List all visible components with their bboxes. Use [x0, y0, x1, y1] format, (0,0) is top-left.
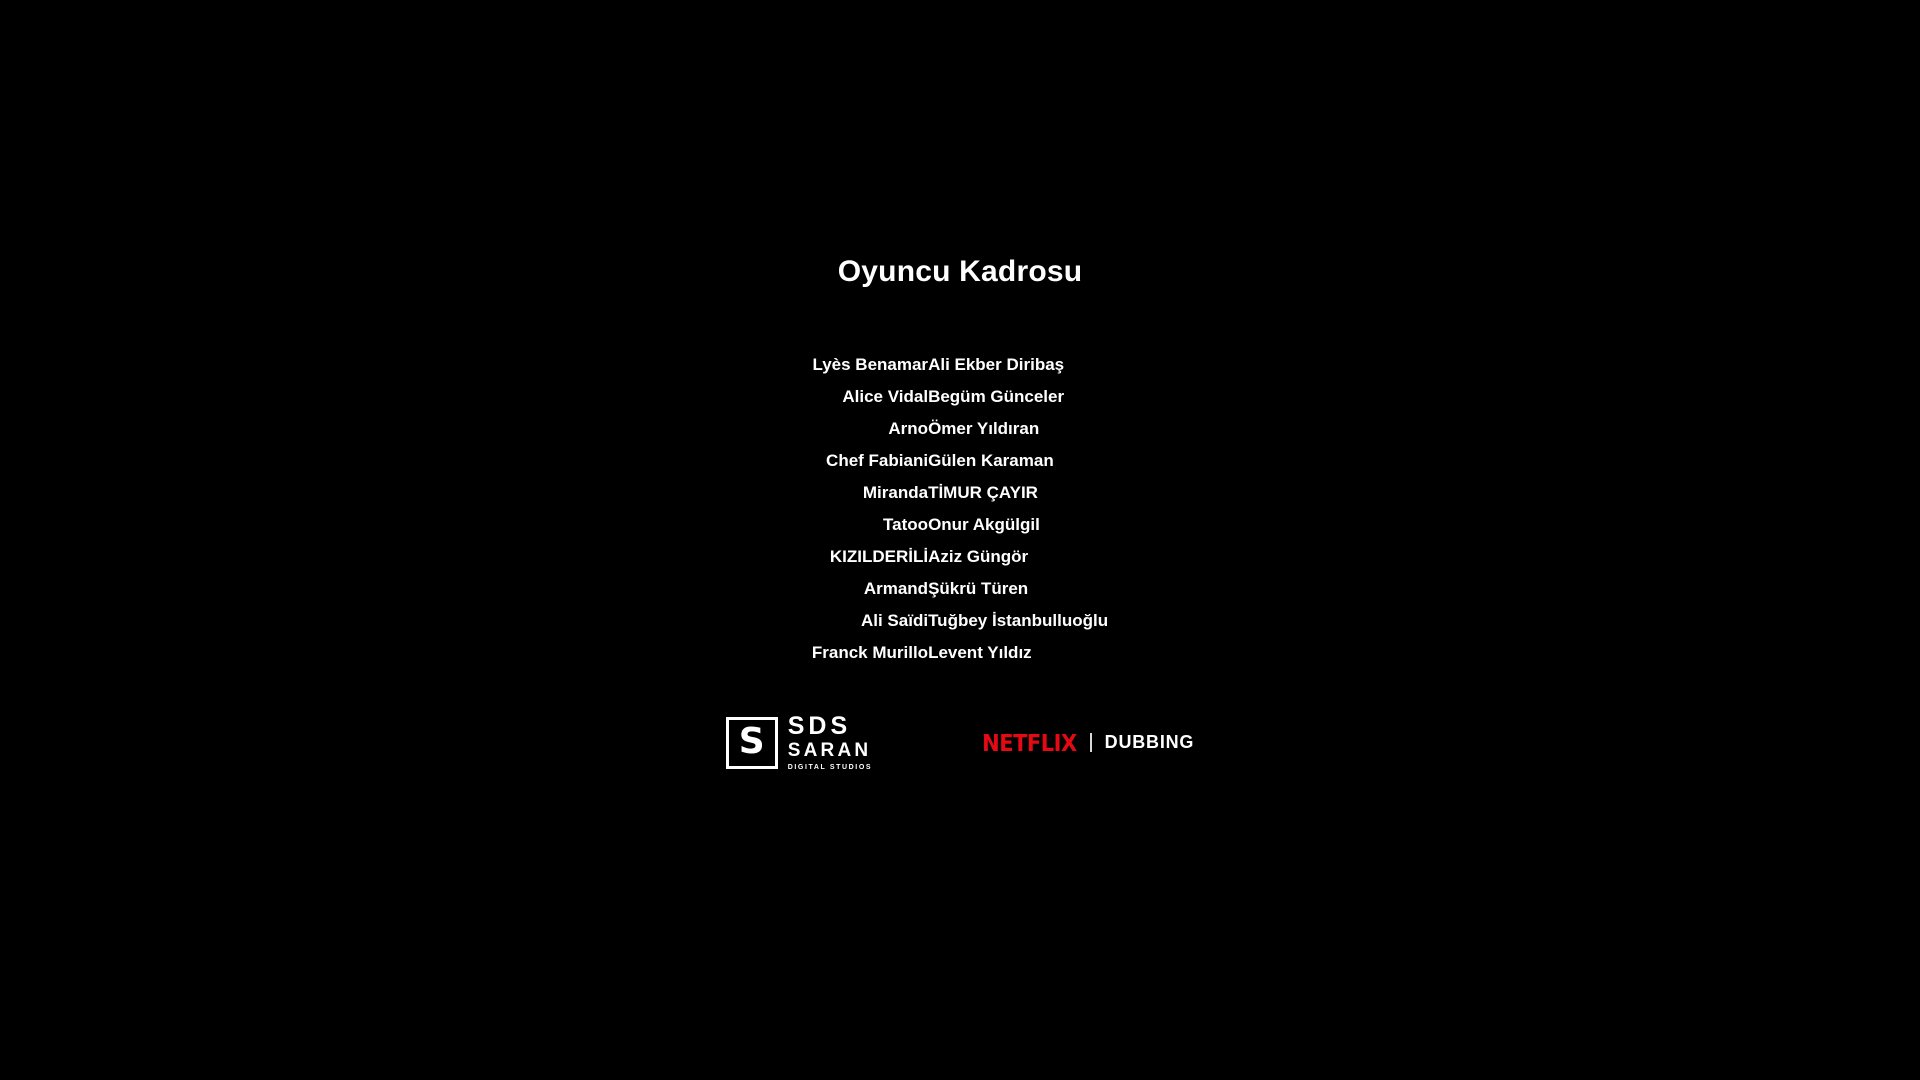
list-item	[812, 573, 1108, 605]
cast-role: Arno	[888, 419, 929, 438]
list-item	[812, 637, 1108, 669]
cast-actor: TİMUR ÇAYIR	[928, 483, 1038, 502]
cast-actor: Şükrü Türen	[928, 579, 1029, 598]
netflix-wordmark: NETFLIX	[982, 729, 1077, 756]
sds-monogram-letter: S	[738, 720, 765, 762]
cast-actor: Aziz Güngör	[928, 547, 1029, 566]
sds-line-1: SDS	[787, 712, 852, 740]
cast-actor: Levent Yıldız	[928, 643, 1032, 662]
sds-wordmark	[788, 714, 872, 771]
sds-saran-logo	[726, 714, 872, 771]
cast-role: Lyès Benamar	[812, 355, 929, 374]
cast-actor: Onur Akgülgil	[928, 515, 1040, 534]
cast-actor: Ali Ekber Diribaş	[928, 355, 1065, 374]
cast-role: Tatoo	[883, 515, 929, 534]
cast-role: Chef Fabiani	[826, 451, 929, 470]
cast-actor: Begüm Günceler	[928, 387, 1065, 406]
cast-actor: Ömer Yıldıran	[928, 419, 1040, 438]
cast-role: Franck Murillo	[811, 643, 929, 662]
divider	[1090, 733, 1092, 752]
list-item	[812, 477, 1108, 509]
list-item	[812, 413, 1108, 445]
page-title: Oyuncu Kadrosu	[837, 255, 1083, 288]
credits-content	[510, 0, 1410, 771]
cast-role: Miranda	[862, 483, 929, 502]
cast-actor: Tuğbey İstanbulluoğlu	[928, 611, 1109, 630]
cast-actor: Gülen Karaman	[928, 451, 1054, 470]
list-item	[812, 509, 1108, 541]
list-item	[812, 349, 1108, 381]
sds-monogram-icon	[726, 717, 778, 769]
cast-role: Ali Saïdi	[860, 611, 929, 630]
cast-role: Alice Vidal	[842, 387, 929, 406]
list-item	[812, 541, 1108, 573]
cast-role: KIZILDERİLİ	[829, 547, 929, 566]
sds-line-2: SARAN	[787, 740, 872, 761]
netflix-dubbing-label: DUBBING	[1104, 732, 1195, 752]
logo-row	[510, 714, 1410, 771]
list-item	[812, 381, 1108, 413]
netflix-dubbing-logo	[982, 731, 1194, 755]
cast-role: Armand	[863, 579, 929, 598]
cast-list	[812, 349, 1108, 669]
list-item	[812, 445, 1108, 477]
list-item	[812, 605, 1108, 637]
sds-line-3: DIGITAL STUDIOS	[787, 764, 873, 771]
